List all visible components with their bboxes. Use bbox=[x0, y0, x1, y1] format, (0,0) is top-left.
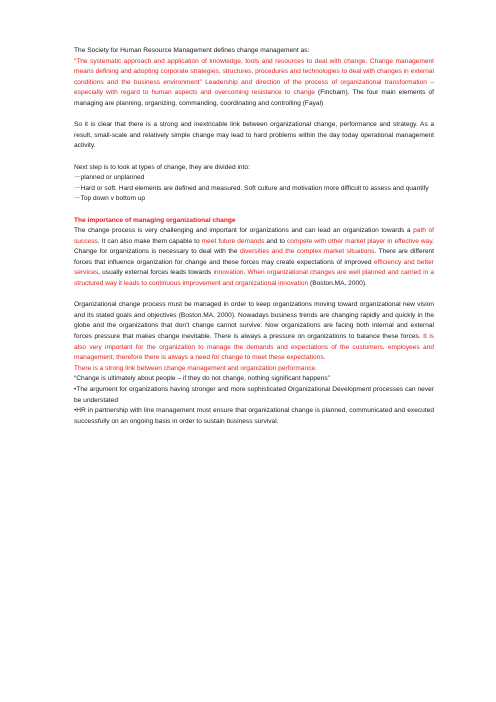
people-quote: “Change is ultimately about people – if they do not change, nothing significant happens” bbox=[74, 375, 330, 383]
definition-quote: “The systematic approach and application of knowledge, tools and resources to deal with change. Change management means defining and adopting corporate strategies, structures, procedures and technologies to deal with changes in external conditions and the business environment” Leadership and direction of the process of organizational transformation – especially with regard to human aspects and overcoming resistance to change bbox=[74, 57, 434, 97]
bullet-item: •HR in partnership with line management must ensure that organizational change is planned, communicated and executed successfully on an ongoing basis in order to sustain business survival. bbox=[74, 407, 434, 425]
text-run: . There are different forces that influence organization for change and these forces may create expectations of improved bbox=[74, 248, 434, 266]
text-run: . Change for organizations is necessary to deal with the bbox=[74, 237, 434, 256]
type-item: －Hard or soft. Hard elements are defined and measured. Soft culture and motivation more difficult to assess and quantify bbox=[74, 184, 429, 192]
text-run: Organizational change process must be managed in order to keep organizations moving toward organizational new vision and its stated goals and objectives (Boston.MA, 2000). Nowadays business trends are changing rapidly and quickly in the globe and the organizations that don’t change cannot survive. Now organizations are facing both internal and external forces pressure that makes change inevitable. There is always a pressure on organizations to balance these forces. bbox=[74, 301, 434, 341]
type-item: －Top down v bottom up bbox=[74, 195, 146, 203]
text-run: . bbox=[243, 269, 248, 277]
text-run: , usually external forces leads towards bbox=[98, 269, 214, 277]
highlight-run: It is also very important for the organization to manage the demands and expectations of the customers, employees and management; therefore there is always a need for change to meet these expectations. bbox=[74, 333, 434, 362]
bullet-item: •The argument for organizations having stronger and more sophisticated Organizational Development processes can never be understated bbox=[74, 386, 434, 404]
highlight-run: meet future demands bbox=[201, 237, 265, 245]
text-run: and to bbox=[264, 237, 287, 245]
text-run: . It can also make them capable to bbox=[97, 237, 202, 245]
strong-link-statement: There is a strong link between change management and organization performance. bbox=[74, 364, 318, 372]
highlight-run: diversities and the complex market situations bbox=[239, 248, 375, 256]
definition-tail: (Fincham). The four main elements of managing are planning, organizing, commanding, coordinating and controlling (Fayal) bbox=[74, 89, 434, 107]
highlight-run: path of success bbox=[74, 227, 434, 245]
text-run: The change process is very challenging and important for organizations and can lead an organization towards a bbox=[74, 227, 414, 235]
text-run: (Boston.MA, 2000). bbox=[308, 280, 367, 288]
highlight-run: efficiency and better services bbox=[74, 258, 434, 277]
intro-label: The Society for Human Resource Management defines change management as: bbox=[74, 47, 310, 54]
definition-paragraph bbox=[74, 57, 434, 110]
managed-paragraph bbox=[74, 300, 434, 364]
importance-paragraph bbox=[74, 226, 434, 290]
highlight-run: compete with other market player in effective way bbox=[286, 237, 433, 245]
link-paragraph: So it is clear that there is a strong and inextricable link between organizational change, performance and strategy. As a result, small-scale and relatively simple change may lead to hard problems within the day today operational management activity. bbox=[74, 121, 434, 150]
types-intro: Next step is to look at types of change, they are divided into: bbox=[74, 163, 250, 171]
type-item: －planned or unplanned bbox=[74, 174, 145, 182]
highlight-run: When organizational changes are well planned and carried in a structured way it leads to continuous improvement and organizational innovation bbox=[74, 269, 434, 288]
section-heading: The importance of managing organizational change bbox=[74, 216, 236, 224]
highlight-run: innovation bbox=[213, 269, 244, 277]
